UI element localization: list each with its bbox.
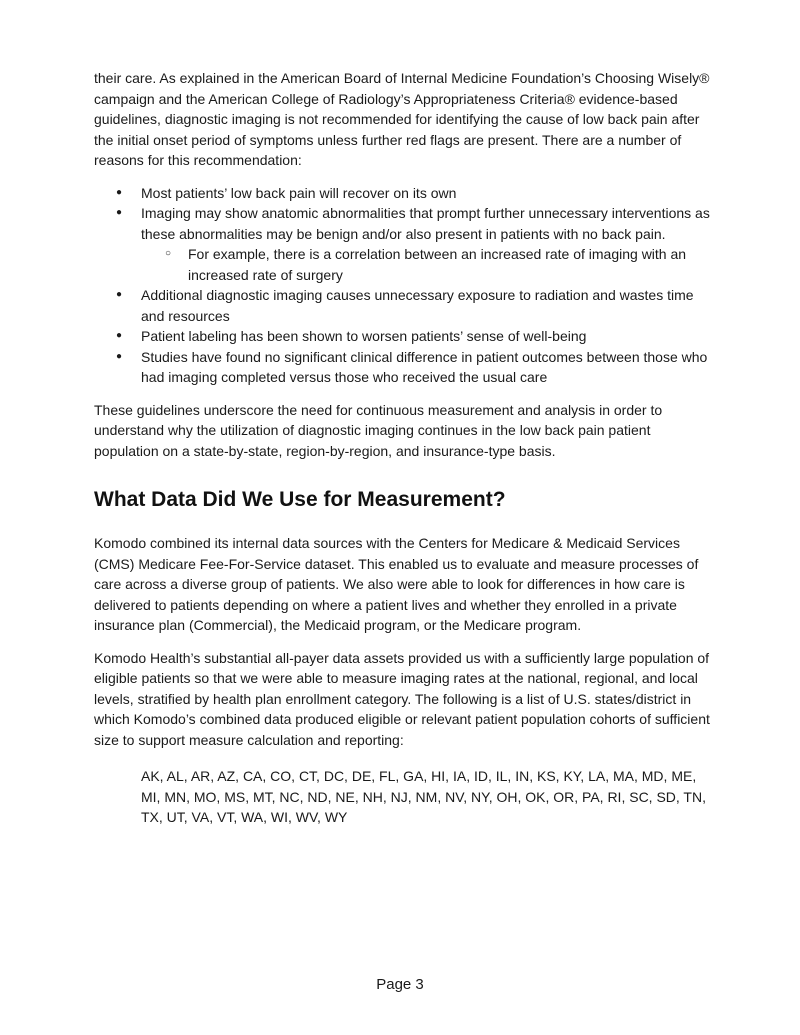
- list-item-text: Additional diagnostic imaging causes unnecessary exposure to radiation and wastes time and resources: [141, 287, 694, 324]
- paragraph-gap: [94, 636, 710, 648]
- states-list: AK, AL, AR, AZ, CA, CO, CT, DC, DE, FL, GA, HI, IA, ID, IL, IN, KS, KY, LA, MA, MD, ME, MI, MN, MO, MS, MT, NC, ND, NE, NH, NJ, NM, NV, NY, OH, OK, OR, PA, RI, SC, SD, TN, TX, UT, VA, VT, WA, WI, WV, WY: [141, 768, 706, 825]
- list-item: [141, 183, 710, 204]
- document-page: [94, 68, 710, 828]
- data-paragraph-2: Komodo Health’s substantial all-payer data assets provided us with a sufficiently large population of eligible patients so that we were able to measure imaging rates at the national, regional, and local levels, stratified by health plan enrollment category. The following is a list of U.S. states/district in which Komodo’s combined data produced eligible or relevant patient population cohorts of sufficient size to support measure calculation and reporting:: [94, 649, 710, 748]
- list-item-text: Patient labeling has been shown to worsen patients’ sense of well-being: [141, 328, 587, 344]
- sub-list: [141, 244, 710, 285]
- list-item: [141, 285, 710, 326]
- list-item-text: Studies have found no significant clinical difference in patient outcomes between those who had imaging completed versus those who received the usual care: [141, 348, 708, 385]
- list-item: [141, 347, 710, 388]
- sub-list-item: [188, 244, 710, 285]
- list-item-text: Imaging may show anatomic abnormalities that prompt further unnecessary interventions as these abnormalities may be benign and/or also present in patients with no back pain.: [141, 205, 710, 242]
- list-item: [141, 326, 710, 347]
- page-number: Page 3: [376, 976, 424, 993]
- section-heading: What Data Did We Use for Measurement?: [94, 488, 506, 511]
- list-item-text: Most patients’ low back pain will recover on its own: [141, 184, 457, 201]
- reasons-list: [94, 183, 710, 388]
- list-item: [141, 203, 710, 285]
- guidelines-paragraph: These guidelines underscore the need for continuous measurement and analysis in order to understand why the utilization of diagnostic imaging continues in the low back pain patient population on a state-by-state, region-by-region, and insurance-type basis.: [94, 401, 663, 459]
- intro-paragraph: their care. As explained in the American Board of Internal Medicine Foundation’s Choosing Wisely® campaign and the American College of Radiology’s Appropriateness Criteria® evidence-based guidelines, diagnostic imaging is not recommended for identifying the cause of low back pain after the initial onset period of symptoms unless further red flags are present. There are a number of reasons for this recommendation:: [94, 70, 710, 168]
- data-paragraph-1: Komodo combined its internal data sources with the Centers for Medicare & Medicaid Services (CMS) Medicare Fee-For-Service dataset. This enabled us to evaluate and measure processes of care across a diverse group of patients. We also were able to look for differences in how care is delivered to patients depending on where a patient lives and whether they enrolled in a private insurance plan (Commercial), the Medicaid program, or the Medicare program.: [94, 535, 699, 633]
- sub-list-item-text: For example, there is a correlation between an increased rate of imaging with an increased rate of surgery: [188, 246, 687, 283]
